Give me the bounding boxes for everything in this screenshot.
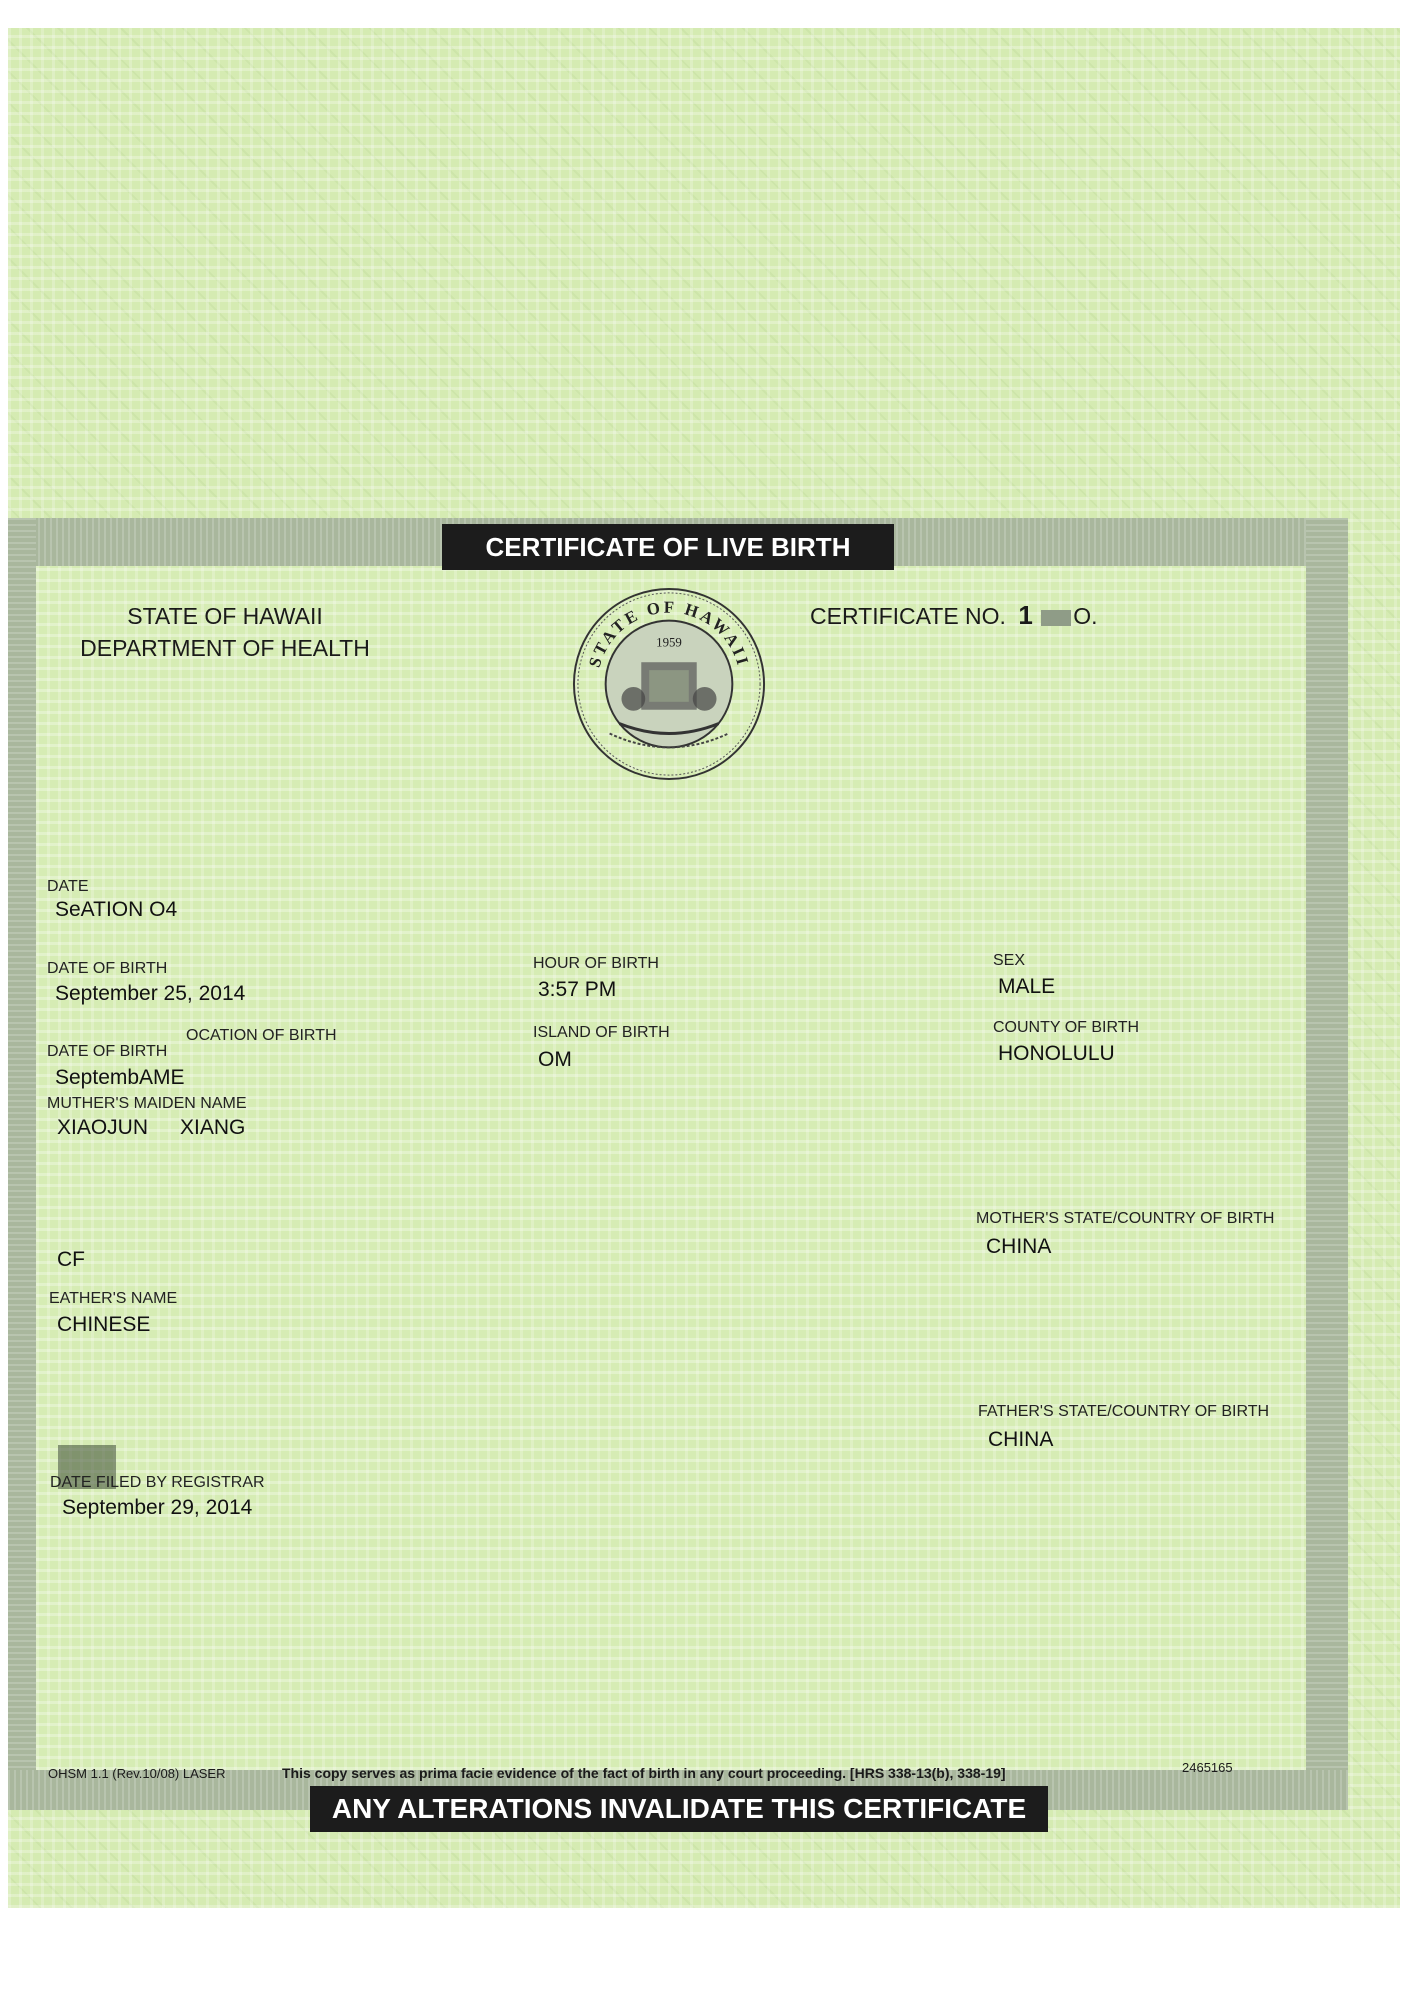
fathers-birthplace-value: CHINA [988,1428,1054,1451]
issuer-state: STATE OF HAWAII [127,603,323,629]
certificate-number-value: 1 [1018,600,1033,630]
legal-disclaimer: This copy serves as prima facie evidence of the fact of birth in any court proceeding. [HRS 338-13(b), 338-19] [282,1765,1006,1781]
issuer-department: DEPARTMENT OF HEALTH [80,635,370,661]
seal-text: STATE OF HAWAII [584,597,754,670]
date-of-birth-value: September 25, 2014 [55,982,246,1005]
fathers-birthplace-label: FATHER'S STATE/COUNTRY OF BIRTH [978,1403,1270,1420]
date-value: SeATION O4 [55,898,178,921]
certificate-number [810,600,1097,631]
island-of-birth-label: ISLAND OF BIRTH [533,1024,670,1041]
fathers-name-label: EATHER'S NAME [49,1290,178,1307]
county-of-birth-value: HONOLULU [998,1042,1115,1065]
sex-label: SEX [993,952,1026,969]
hour-of-birth-value: 3:57 PM [538,978,617,1001]
date-of-birth-label-overprint: DATE OF BIRTH [47,1043,168,1060]
date-filed-label: DATE FILED BY REGISTRAR [50,1474,265,1491]
date-filed-value: September 29, 2014 [62,1496,253,1519]
mothers-maiden-name-last: XIANG [180,1116,246,1139]
certificate-number-tail: O. [1073,603,1098,629]
mothers-maiden-name-label: MUTHER'S MAIDEN NAME [47,1095,247,1112]
state-seal-icon [570,585,768,783]
fathers-name-value: CHINESE [57,1313,151,1336]
frame-left-border [8,518,36,1798]
serial-number: 2465165 [1182,1760,1233,1775]
mothers-birthplace-value: CHINA [986,1235,1052,1258]
date-label: DATE [47,878,89,895]
sex-value: MALE [998,975,1056,998]
county-of-birth-label: COUNTY OF BIRTH [993,1019,1140,1036]
certificate-number-redaction [1041,610,1071,626]
frame-right-border [1306,518,1348,1798]
partial-value: CF [57,1248,85,1271]
mothers-birthplace-label: MOTHER'S STATE/COUNTRY OF BIRTH [976,1210,1275,1227]
date-of-birth-label: DATE OF BIRTH [47,960,168,977]
seal-year: 1959 [656,635,682,650]
form-code: OHSM 1.1 (Rev.10/08) LASER [48,1766,226,1781]
certificate-title: CERTIFICATE OF LIVE BIRTH [442,524,894,570]
island-of-birth-value: OM [538,1048,572,1071]
certificate-number-label: CERTIFICATE NO. [810,603,1006,629]
alteration-warning: ANY ALTERATIONS INVALIDATE THIS CERTIFICATE [310,1786,1048,1832]
location-of-birth-label: OCATION OF BIRTH [186,1027,337,1044]
mothers-maiden-name-first: XIAOJUN [57,1116,149,1139]
date-of-birth-value-overprint: SeptembAME [55,1066,185,1089]
hour-of-birth-label: HOUR OF BIRTH [533,955,659,972]
issuer-block [70,600,380,664]
